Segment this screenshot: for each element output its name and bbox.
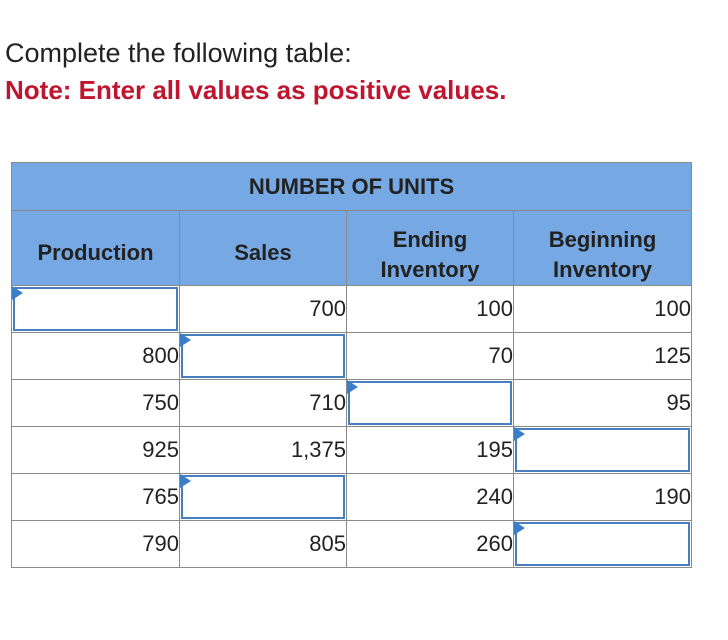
column-header-beginning-line2: Inventory: [552, 257, 653, 282]
beginning-inventory-cell: 125: [514, 333, 692, 380]
table-row: [12, 521, 692, 568]
production-cell: 790: [12, 521, 180, 568]
sales-cell: 805: [180, 521, 347, 568]
input-flag-icon: [180, 333, 191, 347]
production-cell: 750: [12, 380, 180, 427]
production-cell: 765: [12, 474, 180, 521]
production-cell: 925: [12, 427, 180, 474]
ending-inventory-cell: 70: [347, 333, 514, 380]
units-table: [11, 162, 692, 568]
ending-inventory-cell: 260: [347, 521, 514, 568]
column-header-beginning-inventory: [514, 211, 692, 286]
input-flag-icon: [514, 427, 525, 441]
sales-cell: 710: [180, 380, 347, 427]
beginning-inventory-input[interactable]: [515, 428, 690, 472]
ending-inventory-cell: 240: [347, 474, 514, 521]
beginning-inventory-cell: 100: [514, 286, 692, 333]
ending-inventory-cell: 100: [347, 286, 514, 333]
sales-input[interactable]: [181, 475, 345, 519]
table-row: [12, 427, 692, 474]
instruction-text: Complete the following table:: [5, 38, 352, 68]
ending-inventory-input-cell: [347, 380, 514, 427]
note-text: Note: Enter all values as positive values.: [5, 75, 507, 105]
table-row: [12, 474, 692, 521]
sales-input[interactable]: [181, 334, 345, 378]
beginning-inventory-input-cell: [514, 521, 692, 568]
sales-cell: 700: [180, 286, 347, 333]
table-row: [12, 286, 692, 333]
sales-cell: 1,375: [180, 427, 347, 474]
column-header-production: [12, 211, 180, 286]
ending-inventory-input[interactable]: [348, 381, 512, 425]
sales-input-cell: [180, 474, 347, 521]
sales-input-cell: [180, 333, 347, 380]
table-header: [12, 163, 692, 286]
column-header-row: [12, 211, 692, 286]
beginning-inventory-cell: 190: [514, 474, 692, 521]
production-input-cell: [12, 286, 180, 333]
ending-inventory-cell: 195: [347, 427, 514, 474]
table-title-row: [12, 163, 692, 211]
beginning-inventory-input[interactable]: [515, 522, 690, 566]
input-flag-icon: [180, 474, 191, 488]
input-flag-icon: [514, 521, 525, 535]
production-input[interactable]: [13, 287, 178, 331]
production-cell: 800: [12, 333, 180, 380]
table-title: NUMBER OF UNITS: [12, 163, 692, 211]
column-header-sales: [180, 211, 347, 286]
column-header-production-label: Production: [37, 240, 154, 265]
column-header-ending-line1: Ending: [392, 227, 468, 252]
table-row: [12, 380, 692, 427]
table-row: [12, 333, 692, 380]
beginning-inventory-input-cell: [514, 427, 692, 474]
input-flag-icon: [347, 380, 358, 394]
column-header-ending-inventory: [347, 211, 514, 286]
column-header-beginning-line1: Beginning: [548, 227, 657, 252]
column-header-sales-label: Sales: [234, 240, 292, 265]
beginning-inventory-cell: 95: [514, 380, 692, 427]
column-header-ending-line2: Inventory: [380, 257, 480, 282]
input-flag-icon: [12, 286, 23, 300]
